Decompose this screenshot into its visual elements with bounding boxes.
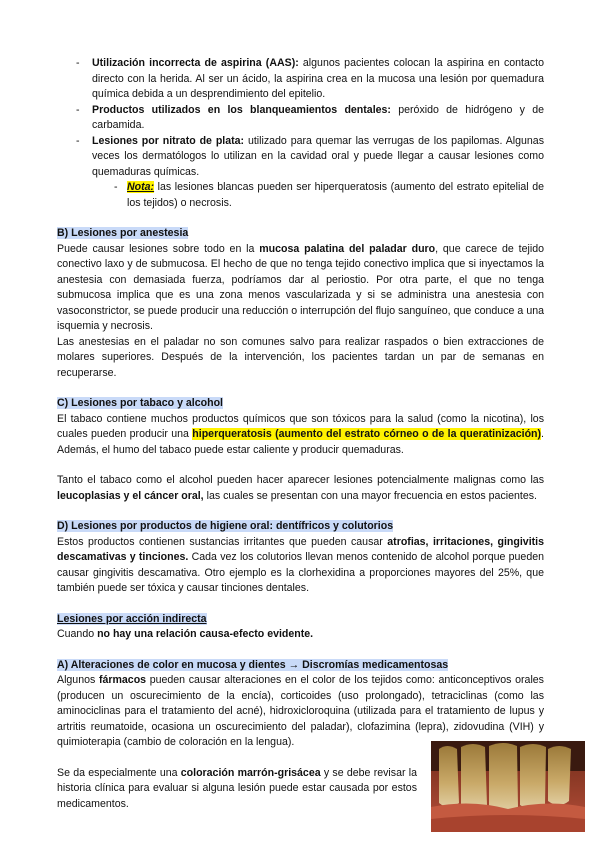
paragraph: El tabaco contiene muchos productos químicos que son tóxicos para la salud (como la nicotina), los cuales pueden producir una hiperqueratosis (aumento del estrato córneo o de la queratinización). Además, el humo del tabaco puede estar caliente y producir quemaduras. xyxy=(57,412,544,456)
bullet-text: utilizado para quemar las verrugas de los papilomas. Algunas veces los dermatólogos lo utilizan en la cavidad oral y puede llegar a causar lesiones como quemaduras químicas. xyxy=(92,134,544,178)
document-page xyxy=(57,56,544,812)
paragraph: Algunos fármacos pueden causar alteraciones en el color de los tejidos como: anticonceptivos orales (producen un oscurecimiento de la encía), corticoides (uso prolongado), tetraciclinas (como las aminociclinas para el tratamiento del acné), hidroxicloroquina (utilizada para el tratamiento de lupus y artritis reumatoide, ocasiona un oscurecimiento del paladar), clofazimina (lepra), zidovudina (VIH) y quimioterapia (cambio de coloración en la lengua). xyxy=(57,674,544,748)
section-oral-hygiene xyxy=(57,519,544,597)
section-heading: B) Lesiones por anestesia xyxy=(57,227,189,239)
paragraph: Se da especialmente una coloración marrón-grisácea y se debe revisar la historia clínica para evaluar si alguna lesión puede estar causada por estos medicamentos. xyxy=(57,766,417,810)
section-tobacco-alcohol xyxy=(57,396,544,504)
note-label: Nota: xyxy=(127,181,155,193)
bullet-title: Utilización incorrecta de aspirina (AAS): xyxy=(92,57,299,69)
paragraph: Estos productos contienen sustancias irritantes que pueden causar atrofias, irritaciones, gingivitis descamativas y tinciones. Cada vez los colutorios llevan menos contenido de alcohol porque pueden causar gingivitis descamativa. Otro ejemplo es la clorhexidina a proporciones mayores del 25%, que también puede ser tóxica y causar tinciones dentales. xyxy=(57,535,544,594)
section-heading: Lesiones por acción indirecta xyxy=(57,612,207,625)
bullet-title: Productos utilizados en los blanqueamientos dentales: xyxy=(92,103,391,116)
paragraph: Puede causar lesiones sobre todo en la mucosa palatina del paladar duro, que carece de tejido conectivo laxo y de submucosa. El hecho de que no tenga tejido conectivo implica que si inyectamos la anestesia con demasiada fuerza, podríamos dar al periostio. Por otra parte, el que no tenga submucosa implica que es una zona menos vascularizada y si se administra una anestesia con vasoconstrictor, se puede producir una reducción o interrupción del flujo sanguíneo, que conduce a una isquemia y necrosis. xyxy=(57,242,544,332)
bullet-title: Lesiones por nitrato de plata: xyxy=(92,134,245,147)
bullet-text: algunos pacientes colocan la aspirina en contacto directo con la herida. Al ser un ácido, la aspirina crea en la mucosa una lesión por quemadura química debida a un desprendimiento del epitelio. xyxy=(92,57,544,100)
section-anesthesia xyxy=(57,226,544,381)
section-heading: C) Lesiones por tabaco y alcohol xyxy=(57,397,224,409)
chemical-lesions-list xyxy=(57,56,544,180)
list-item xyxy=(57,56,544,103)
section-heading: A) Alteraciones de color en mucosa y dientes → Discromías medicamentosas xyxy=(57,658,449,671)
paragraph: Cuando no hay una relación causa-efecto evidente. xyxy=(57,628,314,640)
note-text: las lesiones blancas pueden ser hiperqueratosis (aumento del estrato epitelial de los tejidos) o necrosis. xyxy=(127,181,544,209)
section-indirect xyxy=(57,612,544,643)
paragraph: Las anestesias en el paladar no son comunes salvo para realizar raspados o bien extracciones de molares superiores. Después de la intervención, los pacientes tardan un par de semanas en recuperarse. xyxy=(57,335,544,379)
section-heading: D) Lesiones por productos de higiene oral: dentífricos y colutorios xyxy=(57,520,394,532)
list-item xyxy=(57,103,544,134)
list-item xyxy=(57,134,544,181)
note-item xyxy=(57,180,544,211)
bullet-text: peróxido de hidrógeno y de carbamida. xyxy=(92,103,544,131)
teeth-photo xyxy=(431,741,585,832)
paragraph: Tanto el tabaco como el alcohol pueden hacer aparecer lesiones potencialmente malignas como las leucoplasias y el cáncer oral, las cuales se presentan con una mayor frecuencia en estos pacientes. xyxy=(57,474,544,502)
